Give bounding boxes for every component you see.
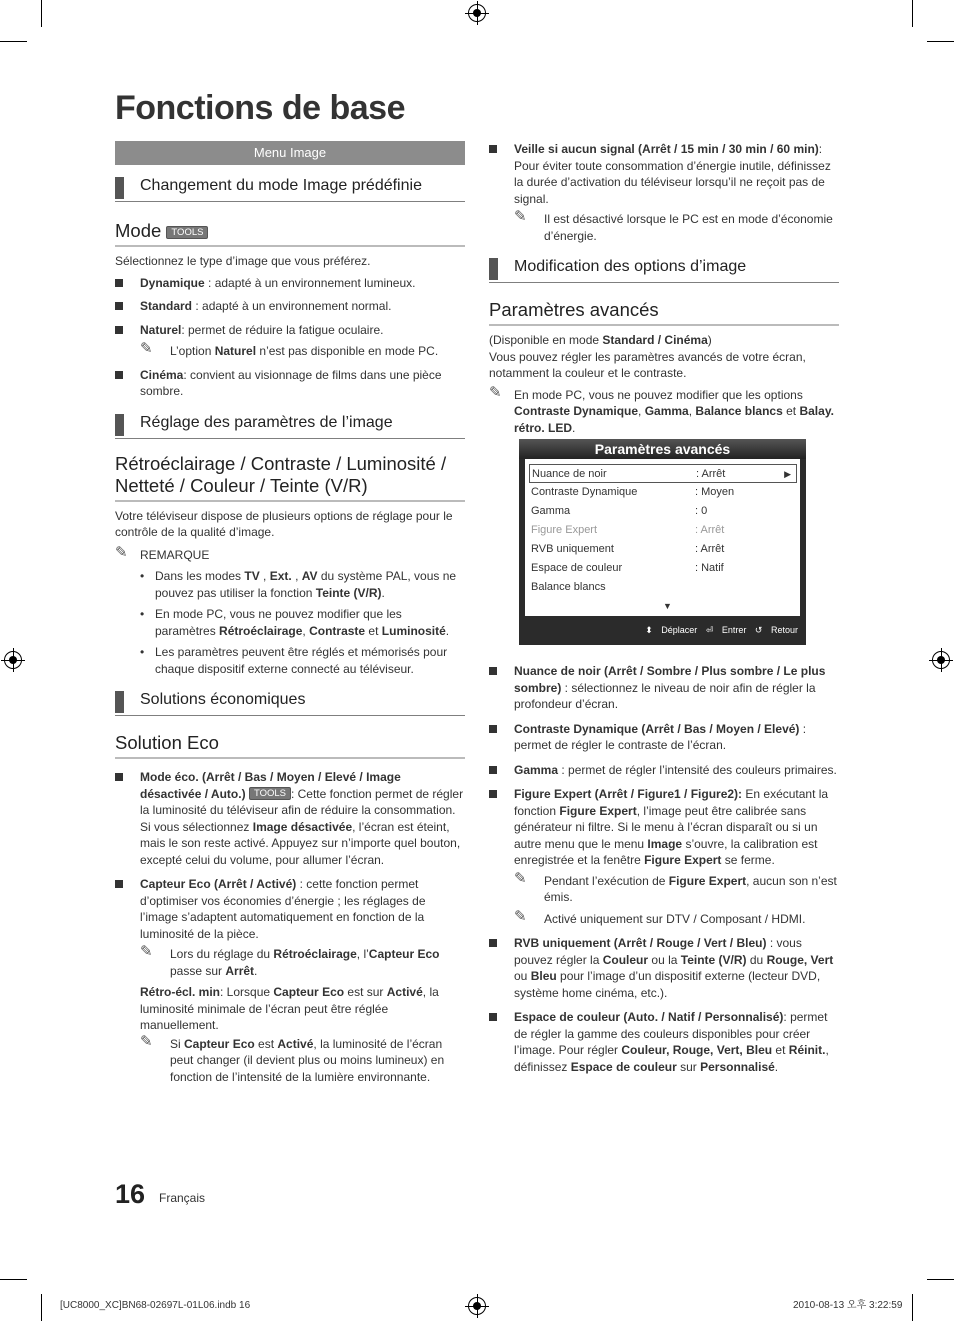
heading-parametres-avances: Paramètres avancés (489, 299, 839, 326)
crop-mark (912, 0, 913, 27)
osd-body (525, 459, 800, 616)
osd-return: Retour (770, 625, 798, 635)
mode-intro: Sélectionnez le type d’image que vous préférez. (115, 254, 371, 268)
page-title: Fonctions de base (115, 89, 405, 127)
list-item: Cinéma: convient au visionnage de films dans une pièce sombre. (115, 367, 465, 400)
list-item: • Les paramètres peuvent être réglés et mémorisés pour chaque dispositif externe connecté au téléviseur. (115, 644, 465, 677)
crop-mark (41, 0, 42, 27)
osd-row-espace[interactable]: Espace de couleur : Natif (531, 562, 724, 574)
crop-mark (0, 1279, 27, 1280)
crop-mark (927, 41, 954, 42)
heading-mode (115, 220, 465, 247)
pencil-note-icon: ✎ (514, 869, 527, 887)
adv-availability: (Disponible en mode Standard / Cinéma) (489, 333, 712, 347)
remarque: ✎ REMARQUE (115, 543, 210, 562)
subhead-solutions: Solutions économiques (115, 689, 465, 716)
list-item: Contraste Dynamique (Arrêt / Bas / Moyen / Elevé) : permet de régler le contraste de l’écran. (489, 721, 839, 754)
osd-row-figure-expert: Figure Expert : Arrêt (531, 524, 725, 536)
osd-menu (519, 439, 806, 645)
list-item: Naturel: permet de réduire la fatigue oculaire. (115, 322, 465, 339)
list-item: • Dans les modes TV , Ext. , AV du système PAL, vous ne pouvez pas utiliser la fonction Teinte (V/R). (115, 568, 465, 601)
footer-date: 2010-08-13 오후 3:22:59 (793, 1300, 903, 1311)
osd-row-gamma[interactable]: Gamma : 0 (531, 505, 708, 517)
subhead-reglage: Réglage des paramètres de l’image (115, 412, 465, 439)
osd-footer (639, 624, 798, 636)
note: ✎ Lors du réglage du Rétroéclairage, l’Capteur Eco passe sur Arrêt. (140, 943, 440, 978)
osd-row-nuance[interactable]: Nuance de noir : Arrêt ▶ (529, 464, 797, 483)
arrow-down-icon: ▼ (663, 601, 672, 611)
subhead-modification: Modification des options d’image (489, 256, 839, 283)
pencil-note-icon: ✎ (115, 543, 128, 561)
crop-mark (912, 1294, 913, 1321)
crop-mark (927, 1279, 954, 1280)
footer-file: [UC8000_XC]BN68-02697L-01L06.indb 16 (60, 1300, 251, 1311)
note: ✎ Il est désactivé lorsque le PC est en mode d’économie d’énergie. (514, 208, 833, 243)
osd-title: Paramètres avancés (519, 439, 806, 459)
pencil-note-icon: ✎ (140, 340, 153, 357)
registration-mark-icon (468, 1297, 486, 1315)
tools-badge-icon: TOOLS (249, 787, 291, 800)
right-column-lower (489, 663, 839, 1075)
osd-enter: Entrer (721, 625, 747, 635)
right-column (489, 141, 839, 436)
crop-mark (41, 1294, 42, 1321)
note: ✎ Pendant l’exécution de Figure Expert, aucun son n’est émis. (514, 869, 837, 904)
adv-intro: Vous pouvez régler les paramètres avancés de votre écran, notamment la couleur et le contraste. (489, 349, 806, 380)
osd-move: Déplacer (661, 625, 698, 635)
list-item: Espace de couleur (Auto. / Natif / Personnalisé): permet de régler la gamme des couleurs disponibles pour créer l’image. Pour régler Couleur, Rouge, Vert, Bleu et Réinit., définissez Espace de couleur sur Personnalisé. (489, 1009, 839, 1075)
note: ✎ Si Capteur Eco est Activé, la luminosité de l’écran peut changer (il devient plus ou moins lumineux) en fonction de l’intensité de la lumière environnante. (140, 1032, 445, 1084)
retro-min-text: Rétro-écl. min: Lorsque Capteur Eco est sur Activé, la luminosité minimale de l’écran peut être réglée manuellement. (140, 985, 439, 1032)
heading-retroeclairage: Rétroéclairage / Contraste / Luminosité / Netteté / Couleur / Teinte (V/R) (115, 453, 465, 502)
list-item: Standard : adapté à un environnement normal. (115, 298, 465, 315)
left-column (115, 141, 465, 1085)
note: ✎ Activé uniquement sur DTV / Composant / HDMI. (514, 907, 806, 926)
crop-mark (0, 41, 27, 42)
list-item: Veille si aucun signal (Arrêt / 15 min / 30 min / 60 min): Pour éviter toute consommation d’énergie inutile, définissez la durée d’activation du téléviseur lorsqu’il ne reçoit pas de signal. (489, 141, 839, 207)
registration-mark-icon (468, 4, 486, 22)
pencil-note-icon: ✎ (140, 943, 153, 960)
page-number: 16 (115, 1179, 146, 1209)
osd-row-balance[interactable]: Balance blancs (531, 581, 606, 593)
list-item: Figure Expert (Arrêt / Figure1 / Figure2): En exécutant la fonction Figure Expert, l’image peut être calibrée sans générateur ni filtre. Si le menu à l’écran disparaît ou si un autre menu que le menu Image s’ouvre, la calibration est enregistrée et la fenêtre Figure Expert se ferme. (489, 786, 839, 869)
tools-badge-icon: TOOLS (166, 226, 208, 239)
pencil-note-icon: ✎ (140, 1032, 153, 1050)
heading-mode-label: Mode (115, 220, 162, 241)
note: ✎ L’option Naturel n’est pas disponible en mode PC. (140, 340, 439, 358)
list-item: Dynamique : adapté à un environnement lumineux. (115, 275, 465, 292)
osd-row-contraste[interactable]: Contraste Dynamique : Moyen (531, 486, 735, 498)
list-item: RVB uniquement (Arrêt / Rouge / Vert / Bleu) : vous pouvez régler la Couleur ou la Teinte (V/R) du Rouge, Vert ou Bleu pour l’image d’un dispositif externe (lecteur DVD, système home cinéma, etc.). (489, 935, 839, 1001)
list-item: Capteur Eco (Arrêt / Activé) : cette fonction permet d’optimiser vos économies d’énergie ; les réglages de l’image s’adaptent automatiquement en fonction de la luminosité de la pièce. (115, 876, 465, 942)
list-item: Nuance de noir (Arrêt / Sombre / Plus sombre / Le plus sombre) : sélectionnez le niveau de noir afin de régler la profondeur d’écran. (489, 663, 839, 713)
pencil-note-icon: ✎ (489, 383, 502, 401)
heading-solution-eco: Solution Eco (115, 732, 465, 759)
registration-mark-icon (932, 651, 950, 669)
list-item: Mode éco. (Arrêt / Bas / Moyen / Elevé / Image désactivée / Auto.) TOOLS : Cette fonction permet de régler la luminosité du téléviseur afin de réduire la consommation. Si vous sélectionnez Image désactivée, l’écran est éteint, mais le son reste activé. Appuyez sur n’importe quel bouton, excepté celui du volume, pour allumer l’écran. (115, 769, 465, 868)
subhead-mode-image: Changement du mode Image prédéfinie (115, 175, 465, 202)
page-language: Français (159, 1191, 206, 1205)
arrow-right-icon: ▶ (784, 469, 791, 479)
enter-icon: ⏎ (705, 625, 714, 635)
osd-row-rvb[interactable]: RVB uniquement : Arrêt (531, 543, 725, 555)
updown-icon: ⬍ (645, 625, 653, 635)
pencil-note-icon: ✎ (514, 208, 527, 225)
registration-mark-icon (4, 651, 22, 669)
list-item: • En mode PC, vous ne pouvez modifier que les paramètres Rétroéclairage, Contraste et Luminosité. (115, 606, 465, 639)
note: ✎ En mode PC, vous ne pouvez modifier que les options Contraste Dynamique, Gamma, Balance blancs et Balay. rétro. LED. (489, 383, 834, 435)
pencil-note-icon: ✎ (514, 907, 527, 925)
list-item: Gamma : permet de régler l’intensité des couleurs primaires. (489, 762, 839, 779)
menu-image-bar: Menu Image (115, 141, 465, 165)
return-icon: ↺ (754, 625, 763, 635)
retro-intro: Votre téléviseur dispose de plusieurs options de réglage pour le contrôle de la qualité d’image. (115, 508, 453, 539)
